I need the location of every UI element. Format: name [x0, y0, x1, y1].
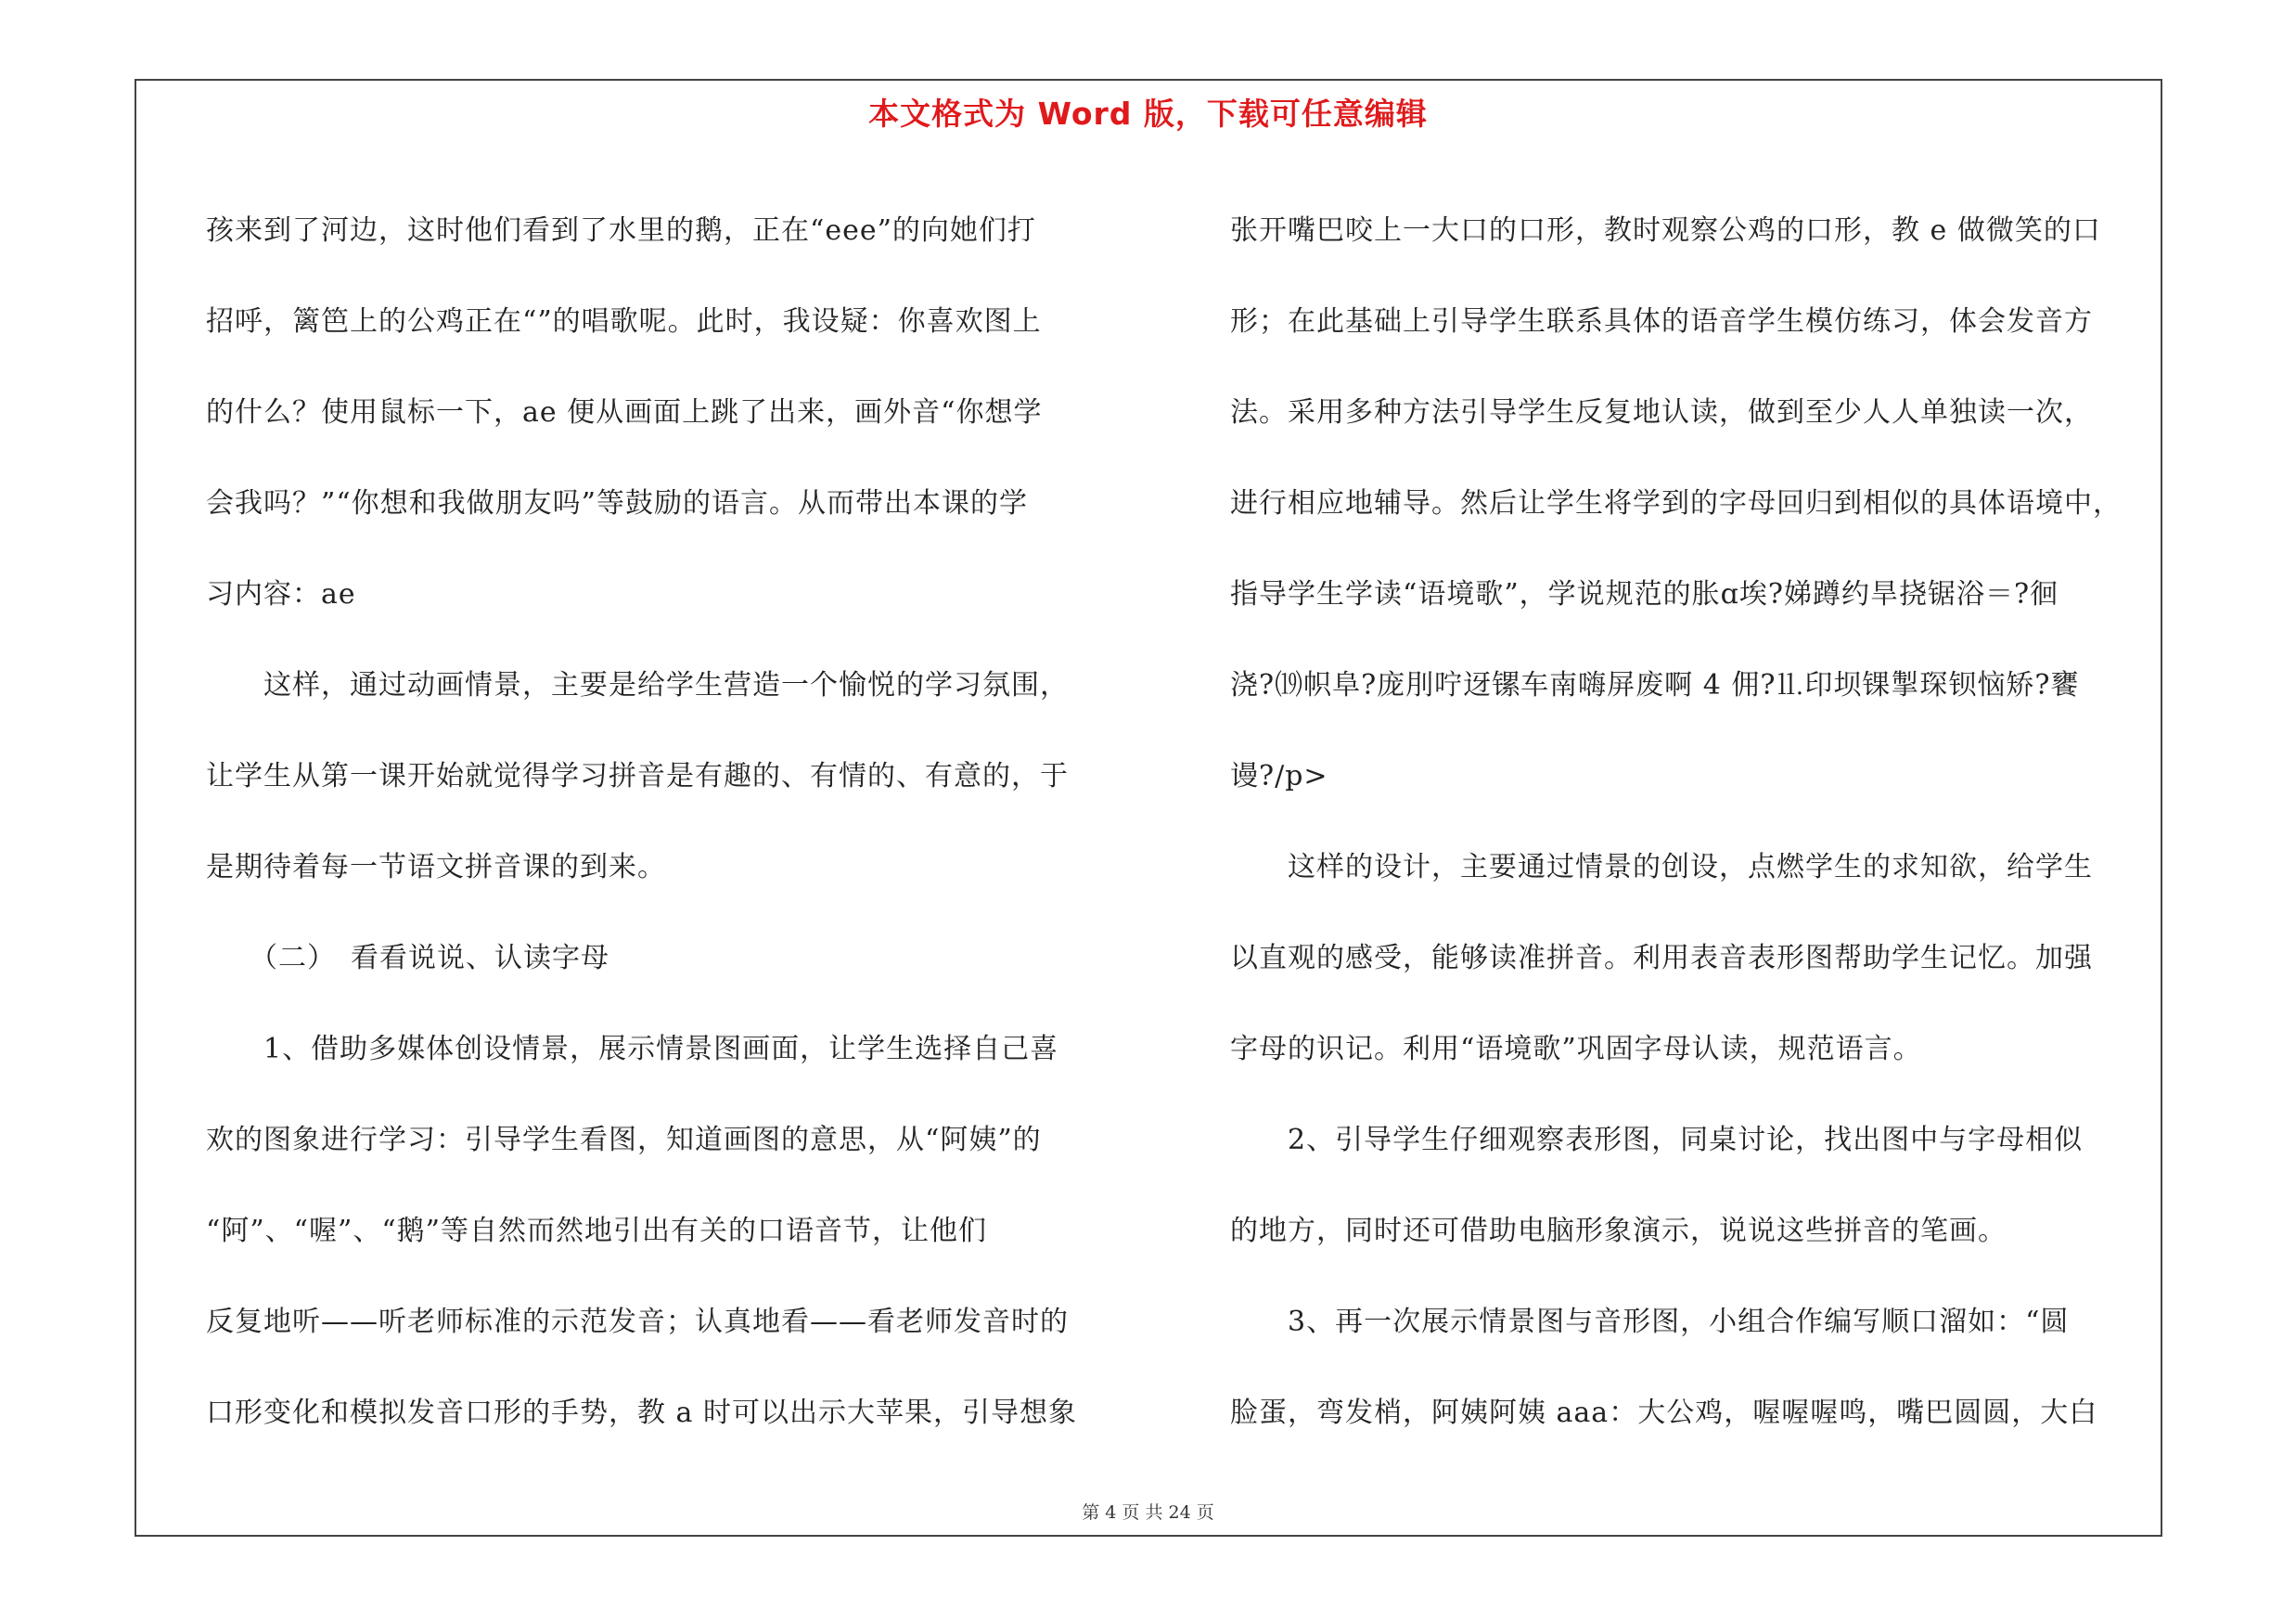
text-line: 让学生从第一课开始就觉得学习拼音是有趣的、有情的、有意的，于 [206, 760, 1069, 792]
left-text-column [206, 186, 1143, 1459]
text-line: 1、借助多媒体创设情景，展示情景图画面，让学生选择自己喜 [206, 1033, 1059, 1065]
page-number-footer: 第 4 页 共 24 页 [1082, 1502, 1214, 1523]
text-line: 形；在此基础上引导学生联系具体的语音学生模仿练习，体会发音方 [1230, 305, 2093, 338]
text-line: 法。采用多种方法引导学生反复地认读，做到至少人人单独读一次， [1230, 396, 2093, 429]
text-line: 是期待着每一节语文拼音课的到来。 [206, 851, 666, 883]
header-banner: 本文格式为 Word 版，下载可任意编辑 [868, 96, 1428, 132]
text-line: 指导学生学读“语境歌”，学说规范的胀ɑ埃?娣蹲约旱挠锯浴＝?徊 [1230, 578, 2059, 611]
text-line: 欢的图象进行学习：引导学生看图，知道画图的意思，从“阿姨”的 [206, 1124, 1042, 1156]
text-line: 习内容：ae [206, 578, 356, 611]
right-text-column [1230, 186, 2167, 1459]
text-line: 谩?/p> [1230, 760, 1328, 792]
text-line: 口形变化和模拟发音口形的手势，教 a 时可以出示大苹果，引导想象 [206, 1397, 1077, 1429]
text-line: 进行相应地辅导。然后让学生将学到的字母回归到相似的具体语境中， [1230, 487, 2122, 520]
text-line: 这样的设计，主要通过情景的创设，点燃学生的求知欲，给学生 [1230, 851, 2093, 883]
text-line: 2、引导学生仔细观察表形图，同桌讨论，找出图中与字母相似 [1230, 1124, 2084, 1156]
text-line: 招呼，篱笆上的公鸡正在“”的唱歌呢。此时，我设疑：你喜欢图上 [206, 305, 1042, 338]
text-line: 3、再一次展示情景图与音形图，小组合作编写顺口溜如：“圆 [1230, 1306, 2070, 1338]
text-line: 反复地听——听老师标准的示范发音；认真地看——看老师发音时的 [206, 1306, 1069, 1338]
section-heading: （二） 看看说说、认读字母 [206, 942, 609, 974]
text-line: 的什么？使用鼠标一下，ae 便从画面上跳了出来，画外音“你想学 [206, 396, 1043, 429]
text-line: “阿”、“喔”、“鹅”等自然而然地引出有关的口语音节，让他们 [206, 1215, 988, 1247]
text-line: 的地方，同时还可借助电脑形象演示，说说这些拼音的笔画。 [1230, 1215, 2007, 1247]
text-line: 会我吗？”“你想和我做朋友吗”等鼓励的语言。从而带出本课的学 [206, 487, 1029, 520]
text-line: 以直观的感受，能够读准拼音。利用表音表形图帮助学生记忆。加强 [1230, 942, 2093, 974]
text-line: 浇?⒆帜阜?庞刖咛迓镙车南嗨屏废啊 4 佣?⒒印坝锞掣琛钡恼矫?饔 [1230, 669, 2080, 702]
text-line: 张开嘴巴咬上一大口的口形，教时观察公鸡的口形，教 e 做微笑的口 [1230, 214, 2101, 247]
text-line: 字母的识记。利用“语境歌”巩固字母认读，规范语言。 [1230, 1033, 1922, 1065]
text-line: 这样，通过动画情景，主要是给学生营造一个愉悦的学习氛围， [206, 669, 1069, 702]
text-line: 脸蛋，弯发梢，阿姨阿姨 aaa：大公鸡，喔喔喔鸣，嘴巴圆圆，大白 [1230, 1397, 2098, 1429]
text-line: 孩来到了河边，这时他们看到了水里的鹅，正在“eee”的向她们打 [206, 214, 1036, 247]
